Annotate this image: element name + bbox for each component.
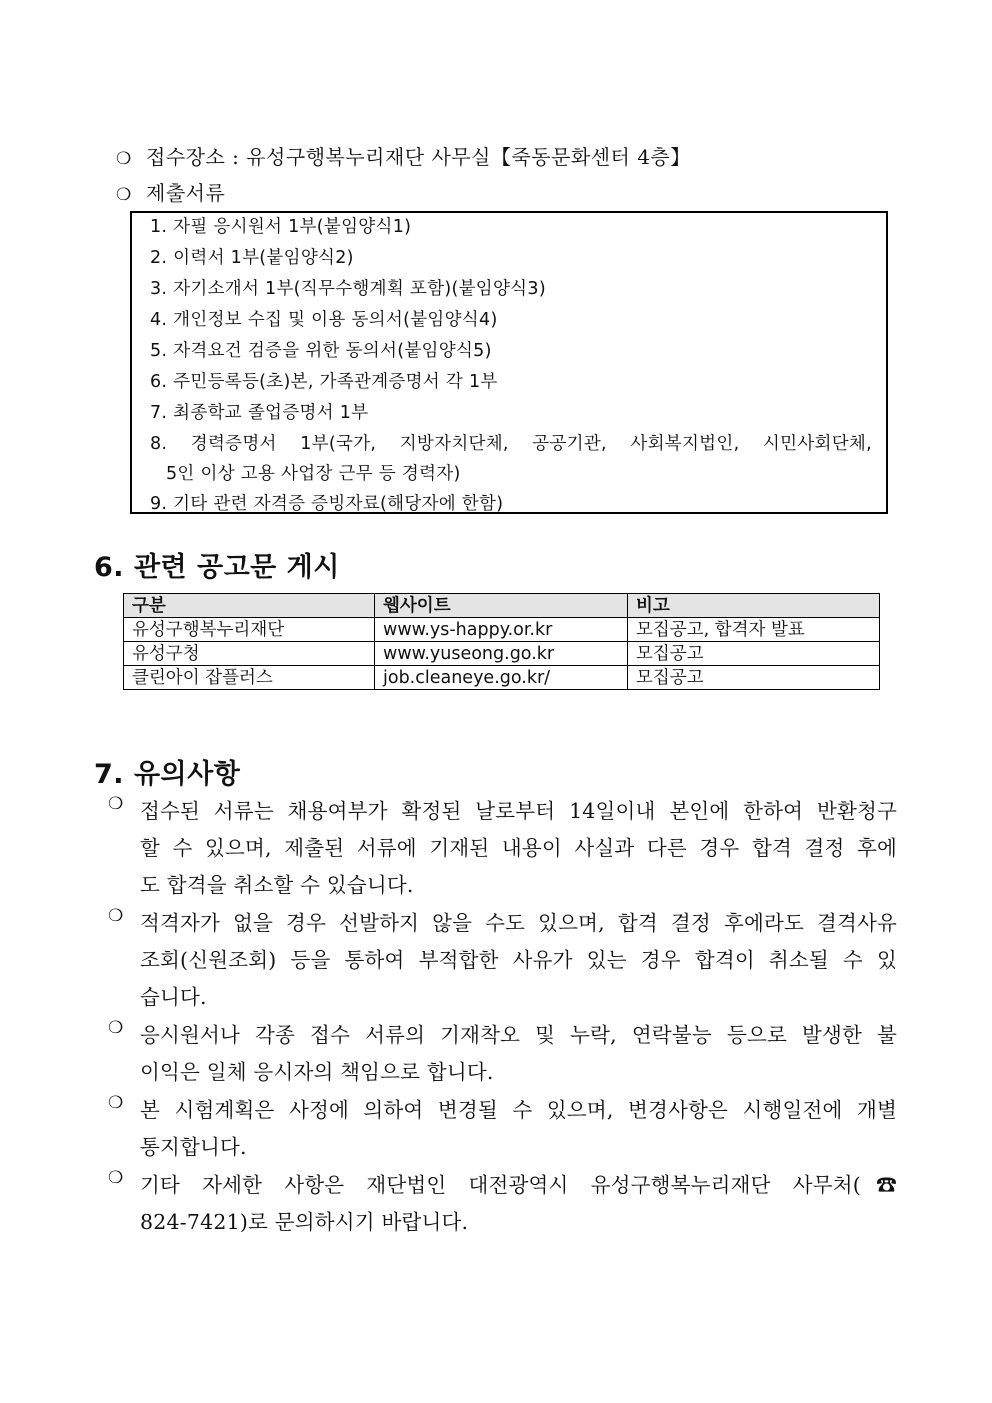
column-header-category: 구분: [124, 594, 375, 618]
table-cell: 모집공고, 합격자 발표: [628, 618, 880, 642]
notice-line: 이익은 일체 응시자의 책임으로 합니다.: [140, 1060, 494, 1084]
bullet-circle-icon: ❍: [108, 1093, 124, 1113]
document-item: 4. 개인정보 수집 및 이용 동의서(붙임양식4): [150, 310, 498, 330]
notice-line: 조회(신원조회) 등을 통하여 부적합한 사유가 있는 경우 합격이 취소될 수 있: [140, 948, 897, 972]
column-header-website: 웹사이트: [375, 594, 628, 618]
website-link[interactable]: www.ys-happy.or.kr: [375, 618, 628, 642]
notice-line: 적격자가 없을 경우 선발하지 않을 수도 있으며, 합격 결정 후에라도 결격사유: [140, 911, 897, 935]
notice-line: 습니다.: [140, 985, 207, 1009]
notice-line: 도 합격을 취소할 수 있습니다.: [140, 873, 414, 897]
document-item: 6. 주민등록등(초)본, 가족관계증명서 각 1부: [150, 372, 498, 392]
bullet-circle-icon: ❍: [108, 1018, 124, 1038]
column-header-remarks: 비고: [628, 594, 880, 618]
section-7-heading: 7. 유의사항: [94, 759, 241, 790]
document-item: 1. 자필 응시원서 1부(붙임양식1): [150, 217, 412, 237]
table-row: [124, 642, 880, 666]
notice-line: 접수된 서류는 채용여부가 확정된 날로부터 14일이내 본인에 한하여 반환청구: [140, 799, 897, 823]
website-link[interactable]: www.yuseong.go.kr: [375, 642, 628, 666]
reception-location-text: 접수장소 : 유성구행복누리재단 사무실【죽동문화센터 4층】: [146, 145, 691, 169]
documents-label-text: 제출서류: [146, 181, 226, 205]
website-link[interactable]: job.cleaneye.go.kr/: [375, 666, 628, 690]
document-item: 7. 최종학교 졸업증명서 1부: [150, 403, 369, 423]
document-item: 3. 자기소개서 1부(직무수행계획 포함)(붙임양식3): [150, 279, 546, 299]
table-cell: 유성구청: [124, 642, 375, 666]
bullet-circle-icon: ❍: [116, 149, 132, 169]
table-cell: 모집공고: [628, 642, 880, 666]
reception-location: [116, 141, 691, 170]
table-cell: 클린아이 잡플러스: [124, 666, 375, 690]
documents-box: [130, 211, 888, 514]
section-6-heading: 6. 관련 공고문 게시: [94, 552, 340, 583]
document-item: 9. 기타 관련 자격증 증빙자료(해당자에 한함): [150, 494, 504, 514]
notice-table: [123, 593, 880, 690]
table-header-row: [124, 594, 880, 618]
bullet-circle-icon: ❍: [116, 185, 132, 205]
document-item-continuation: 5인 이상 고용 사업장 근무 등 경력자): [166, 464, 461, 484]
document-item: 2. 이력서 1부(붙임양식2): [150, 248, 354, 268]
notice-line: 응시원서나 각종 접수 서류의 기재착오 및 누락, 연락불능 등으로 발생한 불: [140, 1023, 897, 1047]
table-row: [124, 666, 880, 690]
bullet-circle-icon: ❍: [108, 794, 124, 814]
documents-label: [116, 177, 225, 206]
bullet-circle-icon: ❍: [108, 1168, 124, 1188]
bullet-circle-icon: ❍: [108, 906, 124, 926]
document-item: 5. 자격요건 검증을 위한 동의서(붙임양식5): [150, 341, 492, 361]
notice-line: 본 시험계획은 사정에 의하여 변경될 수 있으며, 변경사항은 시행일전에 개별: [140, 1098, 897, 1122]
table-row: [124, 618, 880, 642]
table-cell: 유성구행복누리재단: [124, 618, 375, 642]
notice-line: 통지합니다.: [140, 1135, 247, 1159]
notice-line: 할 수 있으며, 제출된 서류에 기재된 내용이 사실과 다른 경우 합격 결정 후에: [140, 836, 897, 860]
table-cell: 모집공고: [628, 666, 880, 690]
notice-line: 기타 자세한 사항은 재단법인 대전광역시 유성구행복누리재단 사무처(☎: [140, 1173, 897, 1197]
notice-line: 824-7421)로 문의하시기 바랍니다.: [140, 1210, 469, 1234]
document-item: 8. 경력증명서 1부(국가, 지방자치단체, 공공기관, 사회복지법인, 시민사회단체,: [150, 434, 872, 454]
